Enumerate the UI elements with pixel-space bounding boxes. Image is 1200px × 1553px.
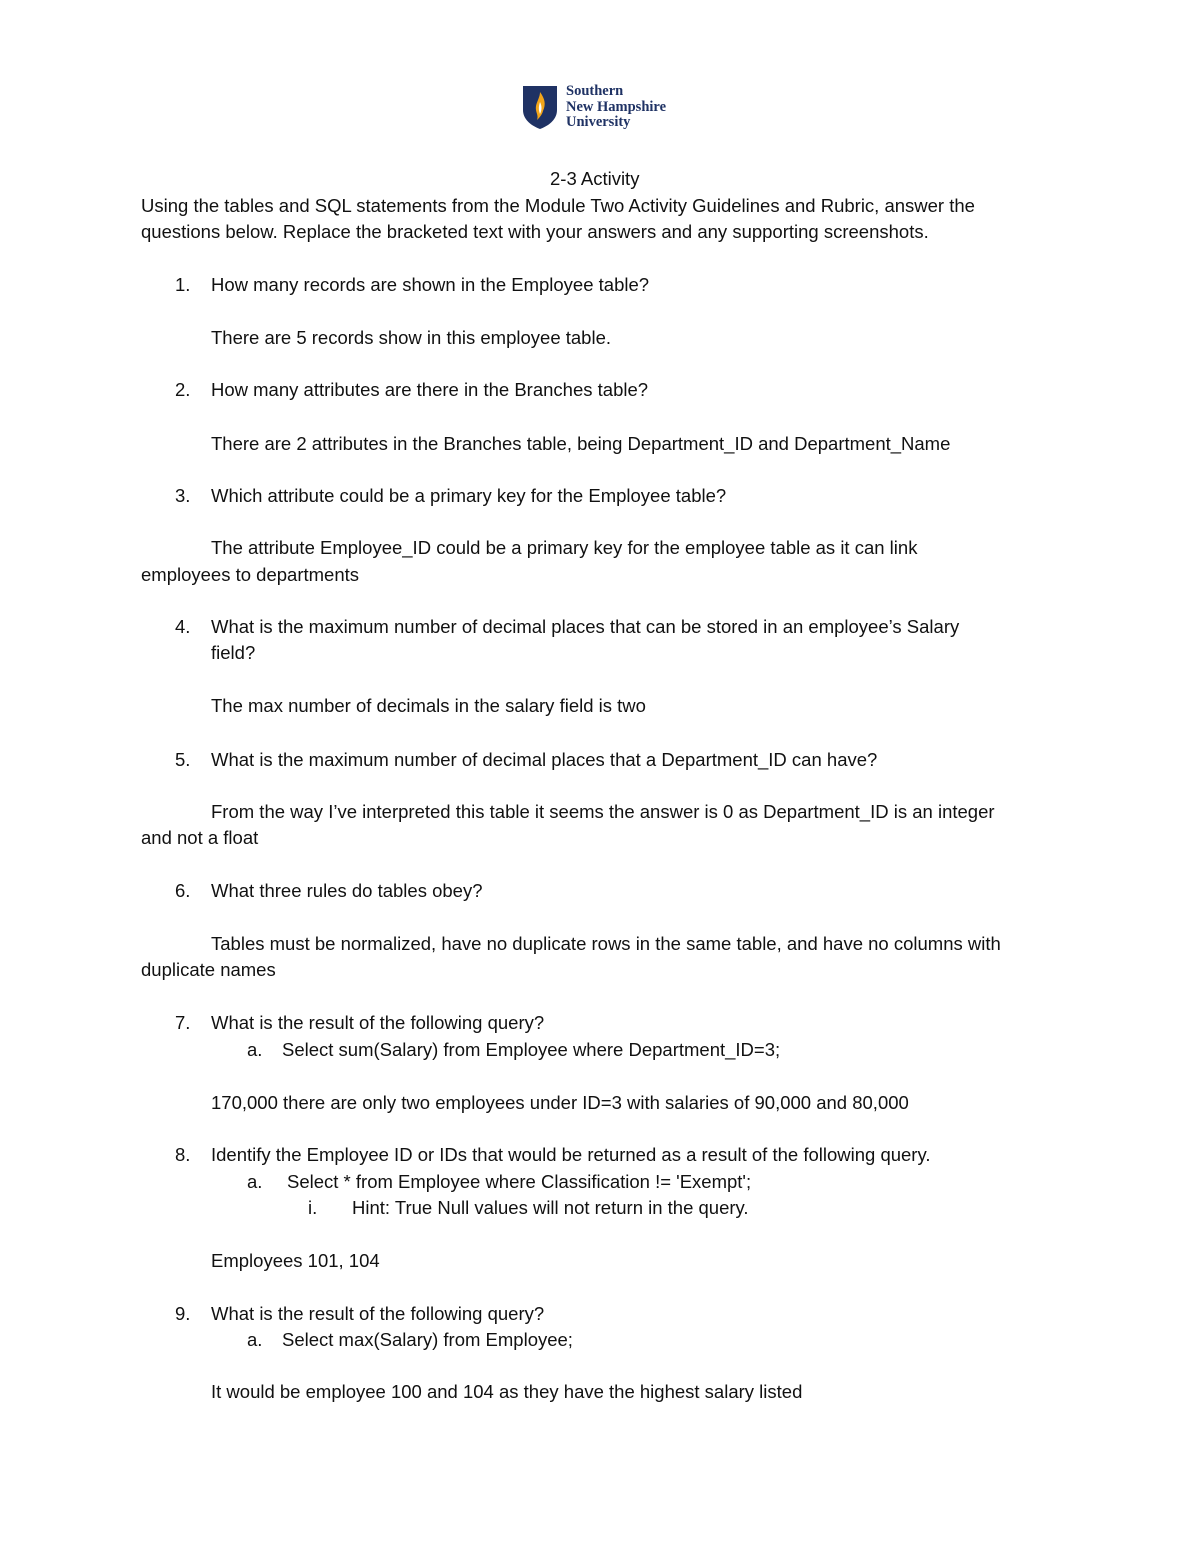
university-logo xyxy=(521,84,691,132)
answer-text-continued: employees to departments xyxy=(141,564,360,585)
sql-query: Select * from Employee where Classification != 'Exempt'; xyxy=(287,1171,752,1192)
question-number: 9. xyxy=(175,1303,191,1324)
answer-text: It would be employee 100 and 104 as they have the highest salary listed xyxy=(211,1381,803,1402)
logo-line-1: Southern xyxy=(566,83,624,99)
sql-query: Select sum(Salary) from Employee where Department_ID=3; xyxy=(282,1039,781,1060)
answer-text: There are 5 records show in this employee table. xyxy=(211,327,612,348)
intro-line-1: Using the tables and SQL statements from the Module Two Activity Guidelines and Rubric, answer the xyxy=(141,195,975,216)
question-number: 8. xyxy=(175,1144,191,1165)
answer-text: Tables must be normalized, have no duplicate rows in the same table, and have no columns with xyxy=(211,933,1001,954)
answer-text: The attribute Employee_ID could be a primary key for the employee table as it can link xyxy=(211,537,918,558)
question-text: Which attribute could be a primary key for the Employee table? xyxy=(211,485,727,506)
sub-item-label: a. xyxy=(247,1171,263,1192)
question-text-continued: field? xyxy=(211,642,256,663)
answer-text-continued: duplicate names xyxy=(141,959,276,980)
question-number: 7. xyxy=(175,1012,191,1033)
question-number: 3. xyxy=(175,485,191,506)
logo-line-3: University xyxy=(566,114,631,130)
sql-query: Select max(Salary) from Employee; xyxy=(282,1329,573,1350)
sub-item-label: a. xyxy=(247,1039,263,1060)
question-number: 2. xyxy=(175,379,191,400)
hint-text: Hint: True Null values will not return in the query. xyxy=(352,1197,749,1218)
question-text: Identify the Employee ID or IDs that would be returned as a result of the following query. xyxy=(211,1144,931,1165)
shield-flame-icon xyxy=(521,84,559,130)
question-text: What three rules do tables obey? xyxy=(211,880,483,901)
question-number: 4. xyxy=(175,616,191,637)
answer-text: From the way I’ve interpreted this table it seems the answer is 0 as Department_ID is an integer xyxy=(211,801,995,822)
question-text: What is the maximum number of decimal places that can be stored in an employee’s Salary xyxy=(211,616,960,637)
answer-text-continued: and not a float xyxy=(141,827,259,848)
question-text: How many records are shown in the Employee table? xyxy=(211,274,650,295)
question-text: What is the maximum number of decimal places that a Department_ID can have? xyxy=(211,749,878,770)
sub-sub-item-label: i. xyxy=(308,1197,318,1218)
answer-text: Employees 101, 104 xyxy=(211,1250,380,1271)
question-text: How many attributes are there in the Branches table? xyxy=(211,379,649,400)
answer-text: 170,000 there are only two employees under ID=3 with salaries of 90,000 and 80,000 xyxy=(211,1092,909,1113)
answer-text: The max number of decimals in the salary field is two xyxy=(211,695,646,716)
question-text: What is the result of the following query? xyxy=(211,1303,545,1324)
logo-wordmark xyxy=(566,84,666,131)
question-number: 6. xyxy=(175,880,191,901)
document-title: 2-3 Activity xyxy=(550,168,640,189)
sub-item-label: a. xyxy=(247,1329,263,1350)
question-number: 5. xyxy=(175,749,191,770)
logo-line-2: New Hampshire xyxy=(566,98,667,115)
intro-line-2: questions below. Replace the bracketed text with your answers and any supporting screenshots. xyxy=(141,221,929,242)
question-text: What is the result of the following query? xyxy=(211,1012,545,1033)
question-number: 1. xyxy=(175,274,191,295)
answer-text: There are 2 attributes in the Branches table, being Department_ID and Department_Name xyxy=(211,433,951,454)
